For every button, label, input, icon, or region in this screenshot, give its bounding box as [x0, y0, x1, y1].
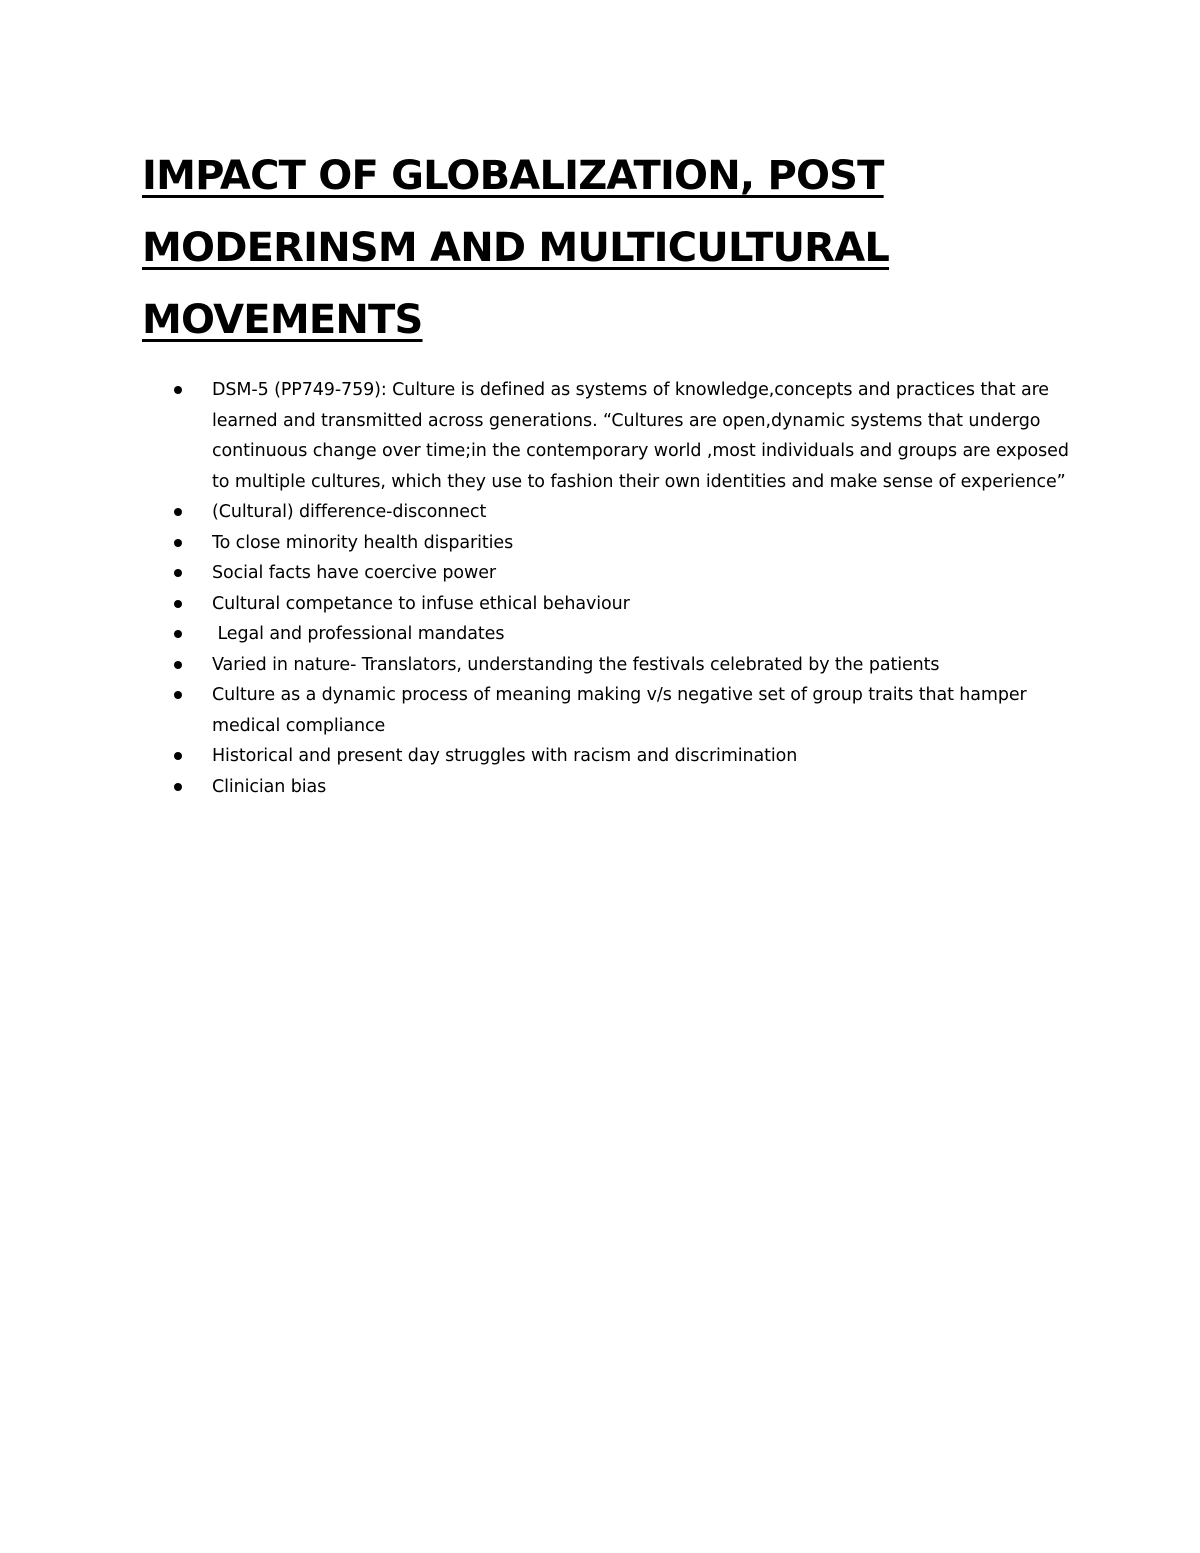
- list-item: [170, 680, 1070, 741]
- bullet-icon: [174, 386, 182, 394]
- list-item-text: Varied in nature- Translators, understanding the festivals celebrated by the patients: [212, 654, 940, 675]
- list-item-text: Cultural competance to infuse ethical behaviour: [212, 593, 630, 614]
- bullet-icon: [174, 783, 182, 791]
- list-item-text: Clinician bias: [212, 776, 327, 797]
- list-item: [170, 650, 1070, 681]
- list-item: [170, 497, 1070, 528]
- list-item: [170, 619, 1070, 650]
- document-title: [142, 140, 1082, 356]
- list-item: [170, 375, 1075, 497]
- title-line: MOVEMENTS: [142, 297, 423, 343]
- list-item: [170, 528, 1070, 559]
- list-item: [170, 558, 1070, 589]
- title-line: IMPACT OF GLOBALIZATION, POST: [142, 153, 884, 199]
- bullet-icon: [174, 661, 182, 669]
- title-line: MODERINSM AND MULTICULTURAL: [142, 225, 890, 271]
- bullet-list: [170, 375, 1075, 802]
- list-item: [170, 741, 1070, 772]
- bullet-icon: [174, 569, 182, 577]
- list-item: [170, 589, 1070, 620]
- list-item-text: (Cultural) difference-disconnect: [212, 502, 487, 522]
- bullet-icon: [174, 539, 182, 547]
- list-item-text: To close minority health disparities: [212, 532, 514, 553]
- list-item: [170, 772, 1070, 803]
- bullet-icon: [174, 691, 182, 699]
- bullet-icon: [174, 752, 182, 760]
- list-item-text: Social facts have coercive power: [212, 563, 496, 583]
- bullet-icon: [174, 630, 182, 638]
- list-item-text: Culture as a dynamic process of meaning making v/s negative set of group traits that hamper medical compliance: [212, 685, 1033, 736]
- bullet-icon: [174, 508, 182, 516]
- bullet-icon: [174, 600, 182, 608]
- list-item-text: DSM-5 (PP749-759): Culture is defined as systems of knowledge,concepts and practices that are learned and transmitted across generations. “Cultures are open,dynamic systems that undergo continuous change over time;in the contemporary world ,most individuals and groups are exposed to multiple cultures, which they use to fashion their own identities and make sense of experience”: [212, 380, 1075, 492]
- list-item-text: Historical and present day struggles with racism and discrimination: [212, 746, 798, 766]
- list-item-text: Legal and professional mandates: [212, 624, 505, 644]
